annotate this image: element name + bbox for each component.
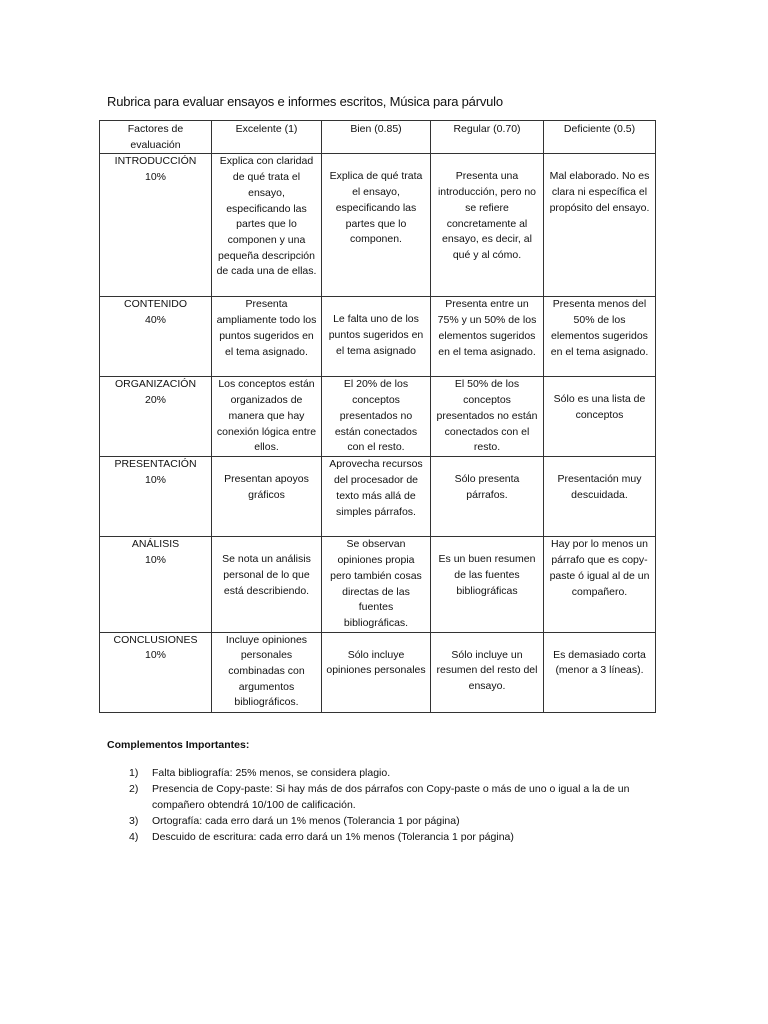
list-item [107, 781, 667, 813]
list-item [107, 813, 667, 829]
header-factores: Factores de evaluación [100, 121, 212, 154]
factor-name: PRESENTACIÓN [114, 458, 197, 471]
table-header-row [100, 121, 656, 154]
criteria-cell: Sólo incluye un resumen del resto del ensayo. [431, 632, 544, 712]
list-item-number: 4) [129, 831, 139, 843]
header-bien: Bien (0.85) [322, 121, 431, 154]
factor-cell [100, 537, 212, 632]
factor-weight: 40% [144, 314, 166, 327]
factor-weight: 10% [144, 554, 166, 567]
criteria-cell: Hay por lo menos un párrafo que es copy-paste ó igual al de un compañero. [544, 537, 656, 632]
criteria-cell: Es un buen resumen de las fuentes bibliográficas [431, 537, 544, 632]
factor-cell [100, 457, 212, 537]
document-title: Rubrica para evaluar ensayos e informes escritos, Música para párvulo [107, 94, 503, 109]
list-item-number: 3) [129, 815, 139, 827]
table-row [100, 297, 656, 377]
factor-name: CONTENIDO [124, 298, 187, 311]
factor-name: CONCLUSIONES [113, 633, 198, 646]
complements-list [107, 765, 667, 845]
table-row [100, 377, 656, 457]
criteria-cell: El 20% de los conceptos presentados no están conectados con el resto. [322, 377, 431, 457]
criteria-cell: Es demasiado corta (menor a 3 líneas). [544, 632, 656, 712]
table-row [100, 632, 656, 712]
factor-cell [100, 297, 212, 377]
list-item-text: Presencia de Copy-paste: Si hay más de dos párrafos con Copy-paste o más de uno o igual a la de un compañero obtendrá 10/100 de calificación. [152, 783, 630, 811]
list-item-number: 2) [129, 783, 139, 795]
criteria-cell: Presenta menos del 50% de los elementos sugeridos en el tema asignado. [544, 297, 656, 377]
criteria-cell: Sólo presenta párrafos. [431, 457, 544, 537]
factor-weight: 10% [144, 649, 166, 662]
factor-cell [100, 154, 212, 297]
criteria-cell: Mal elaborado. No es clara ni específica el propósito del ensayo. [544, 154, 656, 297]
list-item [107, 829, 667, 845]
factor-name: ORGANIZACIÓN [114, 378, 197, 391]
list-item-text: Falta bibliografía: 25% menos, se considera plagio. [152, 767, 391, 779]
criteria-cell: Los conceptos están organizados de manera que hay conexión lógica entre ellos. [212, 377, 322, 457]
criteria-cell: Le falta uno de los puntos sugeridos en el tema asignado [322, 297, 431, 377]
table-row [100, 457, 656, 537]
header-deficiente: Deficiente (0.5) [544, 121, 656, 154]
factor-weight: 10% [144, 171, 166, 184]
list-item-text: Descuido de escritura: cada erro dará un 1% menos (Tolerancia 1 por página) [152, 831, 514, 843]
criteria-cell: Explica con claridad de qué trata el ensayo, especificando las partes que lo componen y una pequeña descripción de cada una de ellas. [212, 154, 322, 297]
factor-name: INTRODUCCIÓN [114, 155, 197, 168]
factor-weight: 10% [144, 474, 166, 487]
criteria-cell: Presenta ampliamente todo los puntos sugeridos en el tema asignado. [212, 297, 322, 377]
table-row [100, 537, 656, 632]
header-excelente: Excelente (1) [212, 121, 322, 154]
list-item-number: 1) [129, 767, 139, 779]
header-regular: Regular (0.70) [431, 121, 544, 154]
rubric-table [99, 120, 656, 713]
complements-heading: Complementos Importantes: [107, 739, 250, 751]
criteria-cell: Sólo incluye opiniones personales [322, 632, 431, 712]
criteria-cell: Se nota un análisis personal de lo que está describiendo. [212, 537, 322, 632]
factor-cell [100, 377, 212, 457]
factor-name: ANÁLISIS [131, 538, 180, 551]
criteria-cell: Presentan apoyos gráficos [212, 457, 322, 537]
criteria-cell: Sólo es una lista de conceptos [544, 377, 656, 457]
list-item-text: Ortografía: cada erro dará un 1% menos (Tolerancia 1 por página) [152, 815, 460, 827]
criteria-cell: Presentación muy descuidada. [544, 457, 656, 537]
criteria-cell: Incluye opiniones personales combinadas con argumentos bibliográficos. [212, 632, 322, 712]
criteria-cell: Se observan opiniones propia pero también cosas directas de las fuentes bibliográficas. [322, 537, 431, 632]
criteria-cell: Aprovecha recursos del procesador de texto más allá de simples párrafos. [322, 457, 431, 537]
criteria-cell: El 50% de los conceptos presentados no están conectados con el resto. [431, 377, 544, 457]
criteria-cell: Presenta una introducción, pero no se refiere concretamente al ensayo, es decir, al qué y al cómo. [431, 154, 544, 297]
table-row [100, 154, 656, 297]
criteria-cell: Presenta entre un 75% y un 50% de los elementos sugeridos en el tema asignado. [431, 297, 544, 377]
criteria-cell: Explica de qué trata el ensayo, especificando las partes que lo componen. [322, 154, 431, 297]
factor-weight: 20% [144, 394, 166, 407]
list-item [107, 765, 667, 781]
factor-cell [100, 632, 212, 712]
